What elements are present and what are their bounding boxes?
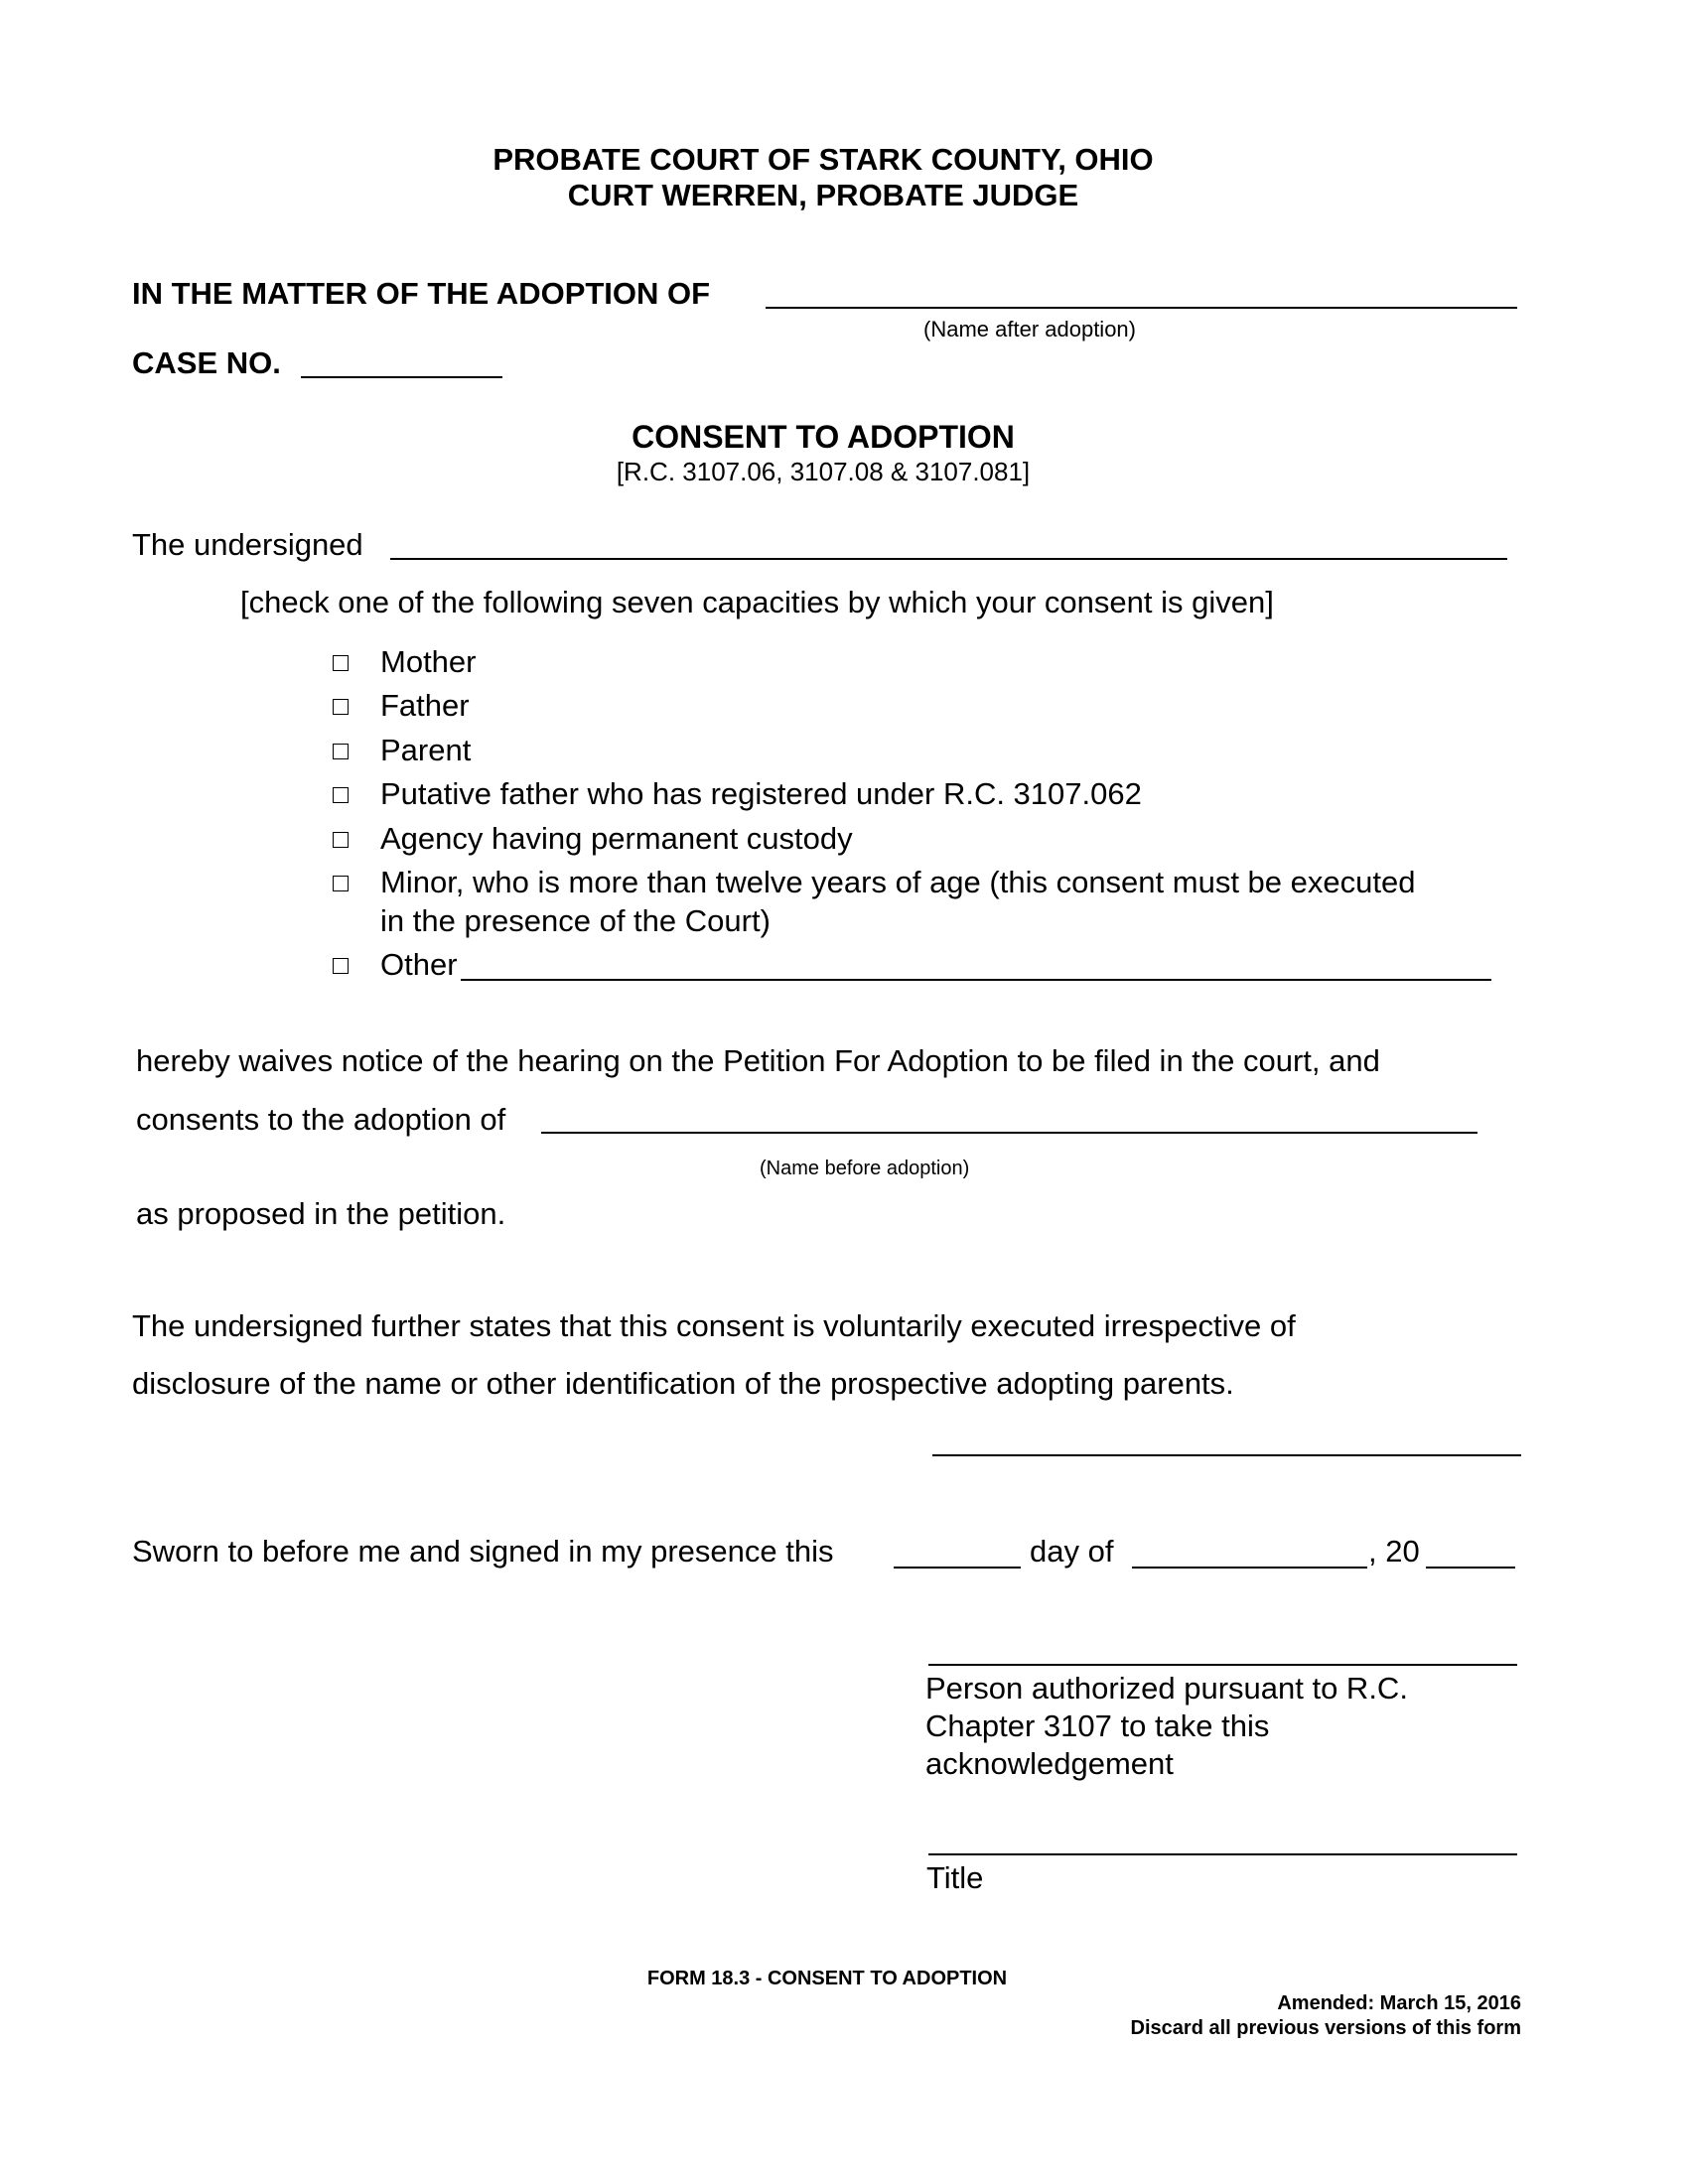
adoption-matter-label: IN THE MATTER OF THE ADOPTION OF [132, 276, 711, 311]
sworn-day-field[interactable] [894, 1567, 1021, 1569]
checkbox-mother[interactable] [333, 655, 349, 671]
capacity-label-mother: Mother [380, 644, 477, 679]
name-after-adoption-caption: (Name after adoption) [923, 317, 1136, 341]
capacity-label-parent: Parent [380, 733, 472, 767]
statement-line2: disclosure of the name or other identification of the prospective adopting parents. [132, 1366, 1234, 1401]
checkbox-other[interactable] [333, 958, 349, 974]
statute-reference: [R.C. 3107.06, 3107.08 & 3107.081] [616, 457, 1031, 486]
name-before-adoption-caption: (Name before adoption) [760, 1158, 970, 1179]
checkbox-agency[interactable] [333, 832, 349, 848]
capacity-label-minor-continued: in the presence of the Court) [380, 903, 771, 938]
case-number-field[interactable] [301, 376, 502, 378]
title-label: Title [926, 1860, 984, 1895]
sworn-year-field[interactable] [1426, 1567, 1515, 1569]
amended-date: Amended: March 15, 2016 [1277, 1992, 1521, 2014]
sworn-text: Sworn to before me and signed in my presence this [132, 1534, 834, 1569]
discard-notice: Discard all previous versions of this form [1130, 2017, 1521, 2039]
form-title: CONSENT TO ADOPTION [632, 419, 1015, 455]
undersigned-signature-field[interactable] [932, 1454, 1521, 1456]
waiver-text-line1: hereby waives notice of the hearing on the Petition For Adoption to be filed in the court, and [136, 1043, 1380, 1078]
checkbox-father[interactable] [333, 699, 349, 715]
checkbox-putative-father[interactable] [333, 787, 349, 803]
name-before-adoption-field[interactable] [541, 1132, 1477, 1134]
authorized-person-line3: acknowledgement [925, 1746, 1174, 1781]
undersigned-label: The undersigned [132, 527, 363, 562]
court-name: PROBATE COURT OF STARK COUNTY, OHIO [492, 142, 1154, 177]
sworn-year-prefix: , 20 [1368, 1534, 1420, 1569]
authorized-person-line2: Chapter 3107 to take this [925, 1708, 1270, 1743]
form-id: FORM 18.3 - CONSENT TO ADOPTION [646, 1968, 1008, 1989]
authorized-person-signature-field[interactable] [928, 1664, 1517, 1666]
other-capacity-field[interactable] [461, 979, 1491, 981]
checkbox-parent[interactable] [333, 744, 349, 759]
title-field[interactable] [928, 1853, 1517, 1855]
case-number-label: CASE NO. [132, 345, 281, 380]
waiver-text-line3: as proposed in the petition. [136, 1196, 506, 1231]
name-after-adoption-field[interactable] [766, 307, 1517, 309]
sworn-day-of-label: day of [1030, 1534, 1114, 1569]
capacity-label-other: Other [380, 947, 458, 982]
waiver-text-line2: consents to the adoption of [136, 1102, 506, 1137]
capacity-label-minor: Minor, who is more than twelve years of age (this consent must be executed [380, 865, 1416, 899]
checkbox-minor[interactable] [333, 876, 349, 891]
capacity-label-father: Father [380, 688, 470, 723]
capacity-label-agency: Agency having permanent custody [380, 821, 853, 856]
capacity-label-putative-father: Putative father who has registered under R.C. 3107.062 [380, 776, 1142, 811]
undersigned-name-field[interactable] [390, 558, 1507, 560]
judge-name: CURT WERREN, PROBATE JUDGE [567, 178, 1079, 212]
capacity-instruction: [check one of the following seven capacities by which your consent is given] [240, 585, 1274, 619]
authorized-person-line1: Person authorized pursuant to R.C. [925, 1671, 1408, 1706]
statement-line1: The undersigned further states that this consent is voluntarily executed irrespective of [132, 1308, 1296, 1343]
sworn-month-field[interactable] [1132, 1567, 1367, 1569]
